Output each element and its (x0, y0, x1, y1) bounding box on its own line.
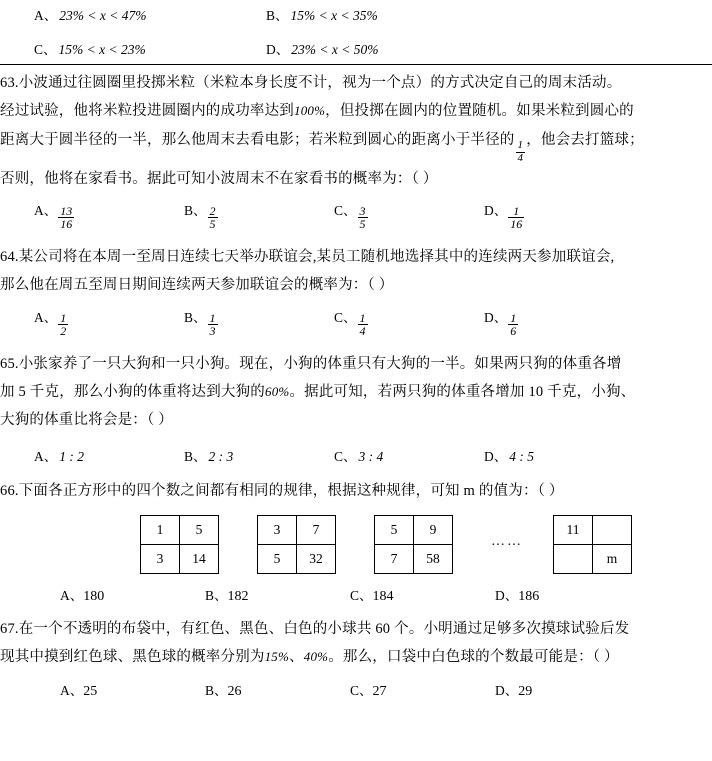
option-label: A、 (34, 309, 58, 325)
square-2-cell-top-left: 3 (258, 515, 297, 544)
q63-option-b[interactable] (184, 199, 334, 231)
fraction-denominator: 16 (510, 217, 523, 232)
fraction-numerator: 1 (359, 310, 366, 325)
q64-option-b[interactable] (184, 306, 334, 338)
q67-text-2a: 现其中摸到红色球、黑色球的概率分别为 (0, 649, 265, 666)
document-page (0, 4, 712, 761)
question-65 (0, 350, 712, 465)
option-a[interactable] (34, 4, 266, 24)
q65-option-b[interactable] (184, 445, 334, 465)
q63-line-4 (0, 165, 712, 193)
q63-text-2b: ，但投掷在圆内的位置随机。如果米粒到圆心的 (325, 103, 634, 120)
square-1-cell-top-right: 5 (180, 515, 219, 544)
q65-option-a[interactable] (34, 445, 184, 465)
square-4-cell-bottom-left (554, 544, 593, 573)
q63-text-4: 否则，他将在家看书。据此可知小波周末不在家看书的概率为：（ ） (0, 170, 438, 187)
square-1-cell-top-left: 1 (141, 515, 180, 544)
q66-option-c[interactable] (350, 584, 495, 605)
option-value: 184 (372, 588, 394, 604)
q63-text-2a: 经过试验，他将米粒投进圆圈内的成功率达到 (0, 103, 294, 120)
q63-percent: 100% (294, 103, 326, 119)
question-64 (0, 243, 712, 338)
fraction-numerator: 1 (508, 205, 524, 219)
q67-separator: 、 (289, 649, 304, 666)
option-label: D、 (484, 448, 508, 464)
option-label: C、 (350, 683, 373, 699)
option-c[interactable] (34, 38, 266, 58)
top-options-row-1 (0, 4, 712, 24)
square-1-cell-bottom-right: 14 (180, 544, 219, 573)
q67-option-a[interactable] (60, 679, 205, 700)
square-4 (553, 515, 632, 574)
q65-text-2a: 加 5 千克，那么小狗的体重将达到大狗的 (0, 384, 265, 400)
q67-option-d[interactable] (495, 679, 640, 700)
q63-option-d[interactable] (484, 199, 634, 231)
q65-option-d[interactable] (484, 445, 634, 465)
q65-option-c[interactable] (334, 445, 484, 465)
fraction-denominator: 2 (60, 324, 67, 339)
option-value: 1 : 2 (59, 448, 84, 464)
q64-text-2: 那么他在周五至周日期间连续两天参加联谊会的概率为：（ ） (0, 277, 394, 294)
fraction-denominator: 6 (510, 324, 517, 339)
q63-options (0, 199, 712, 231)
q66-text-1: 下面各正方形中的四个数之间都有相同的规律，根据这种规律，可知 m 的值为：（ ） (18, 482, 564, 499)
q64-number: 64. (0, 249, 19, 266)
square-3-cell-top-right: 9 (414, 515, 453, 544)
square-4-cell-bottom-right: m (593, 544, 632, 573)
question-67 (0, 615, 712, 701)
q63-line-2 (0, 97, 712, 125)
question-63 (0, 69, 712, 231)
option-label: B、 (205, 587, 228, 603)
q63-line-3 (0, 126, 712, 165)
fraction-numerator: 2 (209, 203, 216, 218)
q67-options (0, 679, 712, 700)
fraction-denominator: 16 (60, 217, 73, 232)
top-options-row-2 (0, 38, 712, 58)
q67-text-2b: 。那么，口袋中白色球的个数最可能是：（ ） (328, 649, 619, 666)
option-label: D、 (495, 587, 519, 603)
square-3-cell-top-left: 5 (375, 515, 414, 544)
q64-option-a[interactable] (34, 306, 184, 338)
q67-percent-black: 40% (303, 649, 329, 665)
q65-text-1: 小张家养了一只大狗和一只小狗。现在，小狗的体重只有大狗的一半。如果两只狗的体重各增 (18, 355, 622, 372)
option-label: A、 (60, 683, 84, 699)
option-label: D、 (266, 42, 290, 57)
fraction-denominator: 3 (209, 324, 216, 339)
q65-line-2 (0, 378, 712, 406)
option-value: 3 : 4 (358, 448, 384, 464)
q64-line-1 (0, 243, 712, 271)
q66-number: 66. (0, 482, 19, 499)
option-value: 4 : 5 (509, 448, 534, 464)
q64-options (0, 306, 712, 338)
option-fraction (208, 312, 218, 338)
option-d[interactable] (266, 38, 496, 58)
square-2-cell-bottom-right: 32 (297, 544, 336, 573)
fraction-denominator: 5 (359, 217, 366, 232)
fraction-numerator: 13 (60, 203, 73, 218)
q64-option-c[interactable] (334, 306, 484, 338)
fraction-denominator: 4 (359, 324, 366, 339)
option-label: C、 (334, 202, 357, 218)
square-1-cell-bottom-left: 3 (141, 544, 180, 573)
divider (0, 64, 712, 65)
square-2 (257, 515, 336, 574)
option-label: A、 (34, 448, 58, 464)
fraction-numerator: 3 (359, 203, 366, 218)
q63-fraction-quarter (516, 140, 526, 164)
option-label: A、 (60, 587, 84, 603)
square-3-cell-bottom-right: 58 (414, 544, 453, 573)
option-value: 26 (227, 684, 242, 700)
option-fraction (208, 205, 218, 231)
option-value: 27 (372, 684, 387, 700)
ellipsis: …… (491, 534, 523, 550)
fraction-numerator: 1 (517, 139, 524, 152)
option-label: D、 (495, 683, 519, 699)
option-fraction (58, 205, 74, 231)
option-value: 2 : 3 (208, 448, 234, 464)
q64-text-1: 某公司将在本周一至周日连续七天举办联谊会,某员工随机地选择其中的连续两天参加联谊会, (18, 249, 615, 266)
option-fraction (508, 205, 524, 231)
option-fraction (358, 205, 368, 231)
option-label: C、 (334, 448, 357, 464)
q66-squares-diagram (0, 515, 712, 574)
q63-line-1 (0, 69, 712, 97)
square-4-cell-top-left: 11 (554, 515, 593, 544)
option-label: A、 (34, 202, 58, 218)
option-value: 23% < x < 50% (291, 42, 379, 57)
option-label: B、 (266, 8, 289, 23)
q67-option-b[interactable] (205, 679, 350, 700)
square-3 (374, 515, 453, 574)
q65-line-1 (0, 350, 712, 378)
option-value: 182 (227, 588, 249, 604)
q65-percent: 60% (265, 384, 290, 399)
option-b[interactable] (266, 4, 496, 24)
option-label: B、 (184, 202, 207, 218)
question-66 (0, 477, 712, 605)
q65-text-2b: 。据此可知，若两只狗的体重各增加 10 千克，小狗、 (289, 384, 636, 400)
option-label: B、 (205, 683, 228, 699)
option-fraction (358, 312, 368, 338)
q65-text-3: 大狗的体重比将会是：（ ） (0, 412, 173, 429)
q63-text-3b: ，他会去打篮球； (526, 131, 644, 148)
q65-options (0, 445, 712, 465)
q63-option-c[interactable] (334, 199, 484, 231)
option-value: 25 (83, 684, 98, 700)
q65-line-3 (0, 406, 712, 434)
q65-number: 65. (0, 355, 19, 372)
option-value: 23% < x < 47% (59, 8, 147, 23)
option-label: C、 (350, 587, 373, 603)
option-value: 15% < x < 35% (290, 8, 378, 23)
option-label: C、 (34, 42, 57, 57)
option-label: C、 (334, 309, 357, 325)
fraction-numerator: 1 (60, 310, 67, 325)
q66-options (0, 584, 712, 605)
option-label: D、 (484, 202, 508, 218)
option-value: 15% < x < 23% (58, 42, 146, 57)
square-2-cell-top-right: 7 (297, 515, 336, 544)
q64-line-2 (0, 271, 712, 299)
square-1 (140, 515, 219, 574)
q66-option-a[interactable] (60, 584, 205, 605)
option-label: A、 (34, 8, 58, 23)
q67-line-2 (0, 643, 712, 671)
fraction-denominator: 4 (517, 152, 524, 165)
q63-option-a[interactable] (34, 199, 184, 231)
fraction-numerator: 1 (209, 310, 216, 325)
option-value: 29 (518, 684, 533, 700)
q63-number: 63. (0, 75, 19, 91)
q67-text-1: 在一个不透明的布袋中，有红色、黑色、白色的小球共 60 个。小明通过足够多次摸球试验后发 (18, 620, 630, 637)
square-4-cell-top-right (593, 515, 632, 544)
option-label: B、 (184, 448, 207, 464)
q67-number: 67. (0, 620, 19, 637)
q64-option-d[interactable] (484, 306, 634, 338)
option-fraction (508, 312, 518, 338)
q67-option-c[interactable] (350, 679, 495, 700)
option-label: D、 (484, 309, 508, 325)
q63-text-3a: 距离大于圆半径的一半，那么他周末去看电影；若米粒到圆心的距离小于半径的 (0, 131, 515, 148)
q66-option-b[interactable] (205, 584, 350, 605)
q66-line-1 (0, 477, 712, 505)
option-fraction (58, 312, 68, 338)
q67-line-1 (0, 615, 712, 643)
option-value: 180 (83, 588, 105, 604)
q66-option-d[interactable] (495, 584, 640, 605)
q63-text-1: 小波通过往圆圈里投掷米粒（米粒本身长度不计，视为一个点）的方式决定自己的周末活动。 (18, 75, 622, 91)
option-label: B、 (184, 309, 207, 325)
fraction-numerator: 1 (510, 310, 517, 325)
square-3-cell-bottom-left: 7 (375, 544, 414, 573)
q67-percent-red: 15% (264, 649, 290, 665)
fraction-denominator: 5 (209, 217, 216, 232)
option-value: 186 (518, 588, 540, 604)
square-2-cell-bottom-left: 5 (258, 544, 297, 573)
